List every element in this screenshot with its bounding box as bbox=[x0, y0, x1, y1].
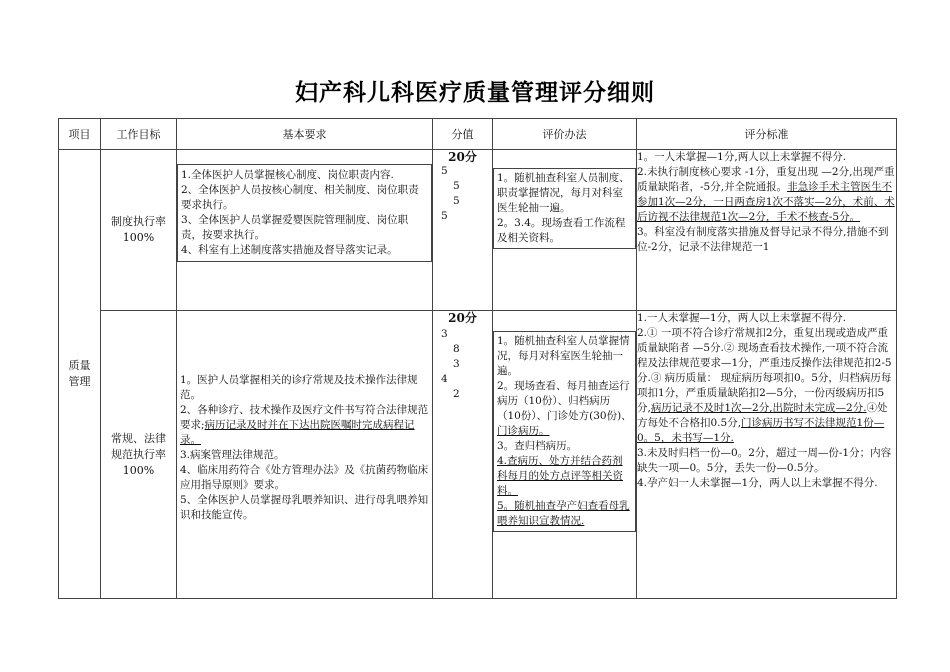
method-2-text: 2。现场查看、每月抽查运行病历（10份）、归档病历（10份）、门诊处方(30份)、 bbox=[497, 380, 632, 422]
standard-cell bbox=[637, 150, 897, 311]
header-standard: 评分标准 bbox=[637, 119, 897, 150]
goal-label: 常规、法律规范执行率100% bbox=[111, 431, 166, 477]
method-box bbox=[493, 168, 636, 249]
score-total: 20分 bbox=[448, 150, 477, 164]
score-point: 5 bbox=[441, 165, 448, 177]
std-3: 3。科室没有制度落实措施及督导记录不得分,措施不到位-2分，记录不法律规范一1 bbox=[637, 226, 889, 253]
header-goal: 工作目标 bbox=[101, 119, 177, 150]
std-2-text: 2.未执行制度核心要求 -1分，重复出现 —2分,出现严重质量缺陷者，-5分,并全院通报。 bbox=[637, 166, 895, 193]
method-box bbox=[493, 331, 636, 532]
score-point: 3 bbox=[453, 358, 460, 370]
std-4: 4.孕产妇一人未掌握—1分，两人以上未掌握不得分. bbox=[637, 477, 878, 489]
score-point: 5 bbox=[453, 180, 460, 192]
req-5: 5、全体医护人员掌握母乳喂养知识、进行母乳喂养知识和技能宣传。 bbox=[180, 494, 429, 521]
header-item: 项目 bbox=[59, 119, 101, 150]
standard-cell bbox=[637, 311, 897, 599]
score-point: 5 bbox=[453, 195, 460, 207]
method-3: 3。查归档病历。 bbox=[497, 440, 578, 452]
requirements-box bbox=[177, 164, 432, 262]
method-4: 4.查病历、处方并结合药剂科每月的处方点评等相关资料。 bbox=[497, 455, 623, 497]
req-1: 1.全体医护人员掌握核心制度、岗位职责内容. bbox=[181, 169, 394, 181]
requirements-box bbox=[177, 373, 432, 523]
requirements-cell bbox=[177, 150, 433, 311]
goal-label: 制度执行率100% bbox=[111, 215, 166, 244]
item-label: 质量管理 bbox=[68, 359, 91, 388]
req-3: 3、全体医护人员掌握爱婴医院管理制度、岗位职责，按要求执行。 bbox=[181, 214, 409, 241]
page-title: 妇产科儿科医疗质量管理评分细则 bbox=[295, 79, 655, 106]
item-cell bbox=[59, 150, 101, 599]
std-3: 3.未及时归档一份—0。2分，超过一周—份-1分；内容缺失一项—0。5分，丢失一份—0.5分。 bbox=[637, 447, 892, 474]
score-points bbox=[433, 164, 492, 234]
req-2-text: 2、各种诊疗、技术操作及医疗文件书写符合法律规范要求; bbox=[180, 404, 429, 431]
header-requirements: 基本要求 bbox=[177, 119, 433, 150]
std-1: 1。一人未掌握—1分,两人以上未掌握不得分. bbox=[637, 151, 847, 163]
scoring-table bbox=[58, 118, 897, 599]
std-2 bbox=[637, 165, 896, 225]
std-2-text: 2.① 一项不符合诊疗常规扣2分，重复出现或造成严重质量缺陷者 —5分.② 现场查看技术操作,一项不符合流程及法律规范要求—1分，严重违反操作法律规范扣2-5分.③ 病历质量： 现症病历每项扣0。5分，归档病历每项扣1分，严重质量缺陷扣2—5分，一份丙级病历扣5分, bbox=[637, 327, 892, 414]
score-cell bbox=[433, 311, 493, 599]
requirements-cell bbox=[177, 311, 433, 599]
score-point: 4 bbox=[441, 373, 448, 385]
score-cell bbox=[433, 150, 493, 311]
method-2 bbox=[497, 379, 632, 439]
std-2-underlined-a: 病历记录不及时1次—2分,出院时未完成—2分. bbox=[650, 402, 867, 414]
req-2-underlined: 病历记录及时并在下达出院医嘱时完成病程记录。 bbox=[180, 419, 415, 446]
req-1: 1。医护人员掌握相关的诊疗常规及技术操作法律规范。 bbox=[180, 374, 418, 401]
req-3: 3.病案管理法律规范。 bbox=[180, 449, 285, 461]
header-row bbox=[59, 119, 897, 150]
method-1: 1。随机抽查科室人员制度、职责掌握情况，每月对科室医生轮抽一遍。 bbox=[497, 172, 630, 214]
req-4: 4、科室有上述制度落实措施及督导落实记录。 bbox=[181, 244, 398, 256]
score-points bbox=[433, 325, 492, 415]
score-point: 8 bbox=[453, 343, 460, 355]
score-point: 3 bbox=[441, 328, 448, 340]
std-2-text-b: ④处方每处不合格扣0.5分, bbox=[637, 402, 888, 429]
score-total: 20分 bbox=[448, 311, 477, 325]
table-row bbox=[59, 150, 897, 311]
method-cell bbox=[493, 150, 637, 311]
method-2: 2。3.4。现场查看工作流程及相关资料。 bbox=[497, 217, 626, 244]
std-1: 1.一人未掌握—1分，两人以上未掌握不得分. bbox=[637, 312, 847, 324]
req-2: 2、全体医护人员按核心制度、相关制度、岗位职责要求执行。 bbox=[181, 184, 419, 211]
method-2-underlined: 门诊病历。 bbox=[497, 425, 550, 437]
req-4: 4、临床用药符合《处方管理办法》及《抗菌药物临床应用指导原则》要求。 bbox=[180, 464, 429, 491]
table-row bbox=[59, 311, 897, 599]
goal-cell bbox=[101, 311, 177, 599]
std-2-underlined-b: 门诊病历书写不法律规范1份—0。5，未书写—1分. bbox=[637, 417, 885, 444]
header-method: 评价办法 bbox=[493, 119, 637, 150]
method-5: 5。随机抽查孕产妇查看母乳喂养知识宣教情况. bbox=[497, 500, 630, 527]
method-1: 1。随机抽查科室人员掌握情况，每月对科室医生轮抽一遍。 bbox=[497, 335, 630, 377]
header-score: 分值 bbox=[433, 119, 493, 150]
score-point: 5 bbox=[441, 210, 448, 222]
goal-cell bbox=[101, 150, 177, 311]
std-2-underlined: 非急诊手术主管医生不参加1次—2分，一日两查房1次不落实—2分，术前、术后访视不法律规范1次—2分，手术不核查-5分。 bbox=[637, 181, 895, 223]
method-cell bbox=[493, 311, 637, 599]
req-2 bbox=[180, 403, 429, 448]
std-2 bbox=[637, 326, 896, 446]
score-point: 2 bbox=[453, 388, 460, 400]
